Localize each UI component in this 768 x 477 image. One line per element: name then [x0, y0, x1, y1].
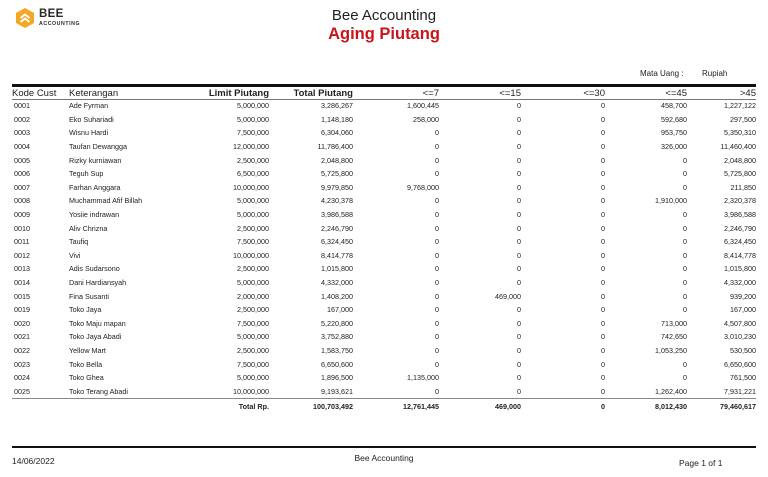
cell-keterangan: Toko Ghea — [69, 373, 104, 383]
cell-le7: 0 — [435, 142, 439, 152]
cell-le45: 0 — [683, 210, 687, 220]
cell-keterangan: Dani Hardiansyah — [69, 278, 127, 288]
cell-le30: 0 — [601, 128, 605, 138]
cell-limit-piutang: 5,000,000 — [237, 373, 269, 383]
cell-limit-piutang: 7,500,000 — [237, 237, 269, 247]
cell-le7: 0 — [435, 169, 439, 179]
cell-le30: 0 — [601, 278, 605, 288]
cell-le45: 326,000 — [661, 142, 687, 152]
cell-gt45: 6,650,600 — [724, 359, 756, 369]
cell-le45: 0 — [683, 373, 687, 383]
cell-total-piutang: 1,148,180 — [321, 114, 353, 124]
cell-le45: 0 — [683, 264, 687, 274]
cell-le45: 1,262,400 — [655, 386, 687, 396]
cell-keterangan: Toko Jaya — [69, 305, 102, 315]
cell-kode-cust: 0004 — [14, 142, 30, 152]
cell-limit-piutang: 5,000,000 — [237, 101, 269, 111]
cell-le7: 0 — [435, 386, 439, 396]
cell-le30: 0 — [601, 237, 605, 247]
cell-le7: 0 — [435, 196, 439, 206]
total-row — [12, 399, 756, 414]
cell-le30: 0 — [601, 114, 605, 124]
cell-kode-cust: 0003 — [14, 128, 30, 138]
cell-le15: 0 — [517, 237, 521, 247]
cell-le7: 0 — [435, 278, 439, 288]
col-kode-cust: Kode Cust — [12, 87, 57, 99]
currency-label: Mata Uang : — [640, 69, 684, 78]
col-keterangan: Keterangan — [69, 87, 119, 99]
col-le15: <=15 — [499, 87, 521, 99]
table-row — [12, 126, 756, 140]
company-name: Bee Accounting — [331, 7, 437, 24]
cell-limit-piutang: 10,000,000 — [233, 386, 269, 396]
cell-limit-piutang: 12,000,000 — [233, 142, 269, 152]
cell-gt45: 6,324,450 — [724, 237, 756, 247]
cell-total-piutang: 1,408,200 — [321, 291, 353, 301]
logo-wordmark: BEE — [39, 8, 64, 21]
cell-le30: 0 — [601, 305, 605, 315]
cell-gt45: 297,500 — [730, 114, 756, 124]
aging-table — [12, 87, 756, 413]
cell-kode-cust: 0011 — [14, 237, 30, 247]
table-row — [12, 344, 756, 358]
cell-total-piutang: 11,786,400 — [317, 142, 353, 152]
cell-gt45: 761,500 — [730, 373, 756, 383]
cell-total-piutang: 4,332,000 — [321, 278, 353, 288]
col-total-piutang: Total Piutang — [293, 87, 353, 99]
cell-gt45: 1,227,122 — [724, 101, 756, 111]
cell-total-piutang: 9,193,621 — [321, 386, 353, 396]
cell-le15: 0 — [517, 210, 521, 220]
cell-kode-cust: 0002 — [14, 114, 30, 124]
col-limit-piutang: Limit Piutang — [208, 87, 269, 99]
cell-le7: 0 — [435, 237, 439, 247]
cell-total-piutang: 2,246,790 — [321, 223, 353, 233]
cell-kode-cust: 0021 — [14, 332, 30, 342]
cell-total-piutang: 6,304,060 — [321, 128, 353, 138]
cell-total-piutang: 1,583,750 — [321, 345, 353, 355]
cell-limit-piutang: 7,500,000 — [237, 359, 269, 369]
cell-total-piutang: 2,048,800 — [321, 155, 353, 165]
cell-le15: 0 — [517, 305, 521, 315]
cell-keterangan: Toko Jaya Abadi — [69, 332, 122, 342]
cell-le15: 0 — [517, 359, 521, 369]
table-row — [12, 181, 756, 195]
report-title: Aging Piutang — [328, 25, 440, 43]
total-label: Total Rp. — [169, 399, 269, 414]
cell-keterangan: Taufiq — [69, 237, 89, 247]
cell-limit-piutang: 2,500,000 — [237, 305, 269, 315]
cell-keterangan: Toko Maju mapan — [69, 318, 126, 328]
cell-le7: 258,000 — [413, 114, 439, 124]
total-le45: 8,012,430 — [605, 399, 687, 414]
cell-keterangan: Toko Terang Abadi — [69, 386, 129, 396]
cell-le15: 0 — [517, 155, 521, 165]
cell-le30: 0 — [601, 386, 605, 396]
cell-limit-piutang: 7,500,000 — [237, 318, 269, 328]
table-row — [12, 208, 756, 222]
cell-gt45: 211,850 — [730, 182, 756, 192]
cell-le45: 0 — [683, 278, 687, 288]
cell-le7: 9,768,000 — [407, 182, 439, 192]
cell-le7: 0 — [435, 264, 439, 274]
cell-le45: 0 — [683, 291, 687, 301]
cell-kode-cust: 0020 — [14, 318, 30, 328]
cell-limit-piutang: 5,000,000 — [237, 114, 269, 124]
table-row — [12, 221, 756, 235]
table-row — [12, 167, 756, 181]
cell-le45: 592,680 — [661, 114, 687, 124]
cell-gt45: 4,507,800 — [724, 318, 756, 328]
cell-gt45: 7,931,221 — [724, 386, 756, 396]
cell-le45: 0 — [683, 223, 687, 233]
cell-le15: 0 — [517, 318, 521, 328]
cell-le15: 0 — [517, 223, 521, 233]
cell-le30: 0 — [601, 155, 605, 165]
cell-le15: 0 — [517, 250, 521, 260]
cell-keterangan: Yellow Mart — [69, 345, 106, 355]
col-le7: <=7 — [422, 87, 439, 99]
cell-le45: 0 — [683, 237, 687, 247]
cell-limit-piutang: 2,500,000 — [237, 155, 269, 165]
cell-le45: 953,750 — [661, 128, 687, 138]
cell-total-piutang: 4,230,378 — [321, 196, 353, 206]
cell-le7: 0 — [435, 332, 439, 342]
cell-le45: 0 — [683, 305, 687, 315]
cell-le45: 713,000 — [661, 318, 687, 328]
cell-le45: 458,700 — [661, 101, 687, 111]
cell-kode-cust: 0025 — [14, 386, 30, 396]
cell-limit-piutang: 5,000,000 — [237, 210, 269, 220]
cell-kode-cust: 0007 — [14, 182, 30, 192]
cell-le30: 0 — [601, 223, 605, 233]
cell-total-piutang: 3,986,588 — [321, 210, 353, 220]
total-le15: 469,000 — [439, 399, 521, 414]
cell-le30: 0 — [601, 318, 605, 328]
cell-total-piutang: 167,000 — [327, 305, 353, 315]
cell-le15: 0 — [517, 386, 521, 396]
cell-kode-cust: 0019 — [14, 305, 30, 315]
cell-total-piutang: 5,220,800 — [321, 318, 353, 328]
table-row — [12, 357, 756, 371]
table-row — [12, 303, 756, 317]
cell-keterangan: Vivi — [69, 250, 81, 260]
table-header-row — [12, 87, 756, 99]
cell-keterangan: Wisnu Hardi — [69, 128, 109, 138]
cell-le7: 0 — [435, 210, 439, 220]
cell-total-piutang: 9,979,850 — [321, 182, 353, 192]
cell-le7: 0 — [435, 291, 439, 301]
cell-kode-cust: 0012 — [14, 250, 30, 260]
cell-limit-piutang: 10,000,000 — [233, 250, 269, 260]
cell-le15: 0 — [517, 373, 521, 383]
total-le7: 12,761,445 — [353, 399, 439, 414]
table-row — [12, 317, 756, 331]
table-row — [12, 113, 756, 127]
cell-le45: 0 — [683, 250, 687, 260]
cell-le45: 1,910,000 — [655, 196, 687, 206]
cell-le15: 0 — [517, 278, 521, 288]
cell-le30: 0 — [601, 142, 605, 152]
table-row — [12, 330, 756, 344]
table-row — [12, 140, 756, 154]
cell-kode-cust: 0001 — [14, 101, 30, 111]
cell-limit-piutang: 7,500,000 — [237, 128, 269, 138]
cell-total-piutang: 6,650,600 — [321, 359, 353, 369]
cell-le15: 0 — [517, 114, 521, 124]
total-gt45: 79,460,617 — [687, 399, 756, 414]
cell-limit-piutang: 2,500,000 — [237, 345, 269, 355]
cell-gt45: 3,986,588 — [724, 210, 756, 220]
table-row — [12, 99, 756, 113]
cell-keterangan: Farhan Anggara — [69, 182, 121, 192]
cell-limit-piutang: 2,000,000 — [237, 291, 269, 301]
cell-keterangan: Fina Susanti — [69, 291, 109, 301]
cell-gt45: 530,500 — [730, 345, 756, 355]
cell-keterangan: Muchammad Afif Billah — [69, 196, 143, 206]
cell-le7: 1,600,445 — [407, 101, 439, 111]
cell-kode-cust: 0005 — [14, 155, 30, 165]
cell-kode-cust: 0013 — [14, 264, 30, 274]
cell-kode-cust: 0024 — [14, 373, 30, 383]
cell-le30: 0 — [601, 101, 605, 111]
cell-le30: 0 — [601, 169, 605, 179]
table-row — [12, 194, 756, 208]
cell-le7: 0 — [435, 250, 439, 260]
cell-limit-piutang: 6,500,000 — [237, 169, 269, 179]
cell-le15: 0 — [517, 332, 521, 342]
cell-le15: 0 — [517, 182, 521, 192]
cell-le7: 1,135,000 — [407, 373, 439, 383]
total-le30: 0 — [521, 399, 605, 414]
cell-le30: 0 — [601, 291, 605, 301]
cell-limit-piutang: 5,000,000 — [237, 278, 269, 288]
print-date: 14/06/2022 — [12, 456, 55, 466]
col-gt45: >45 — [739, 87, 756, 99]
cell-keterangan: Eko Suhariadi — [69, 114, 114, 124]
cell-le7: 0 — [435, 318, 439, 328]
cell-le45: 0 — [683, 155, 687, 165]
cell-limit-piutang: 2,500,000 — [237, 223, 269, 233]
cell-gt45: 5,350,310 — [724, 128, 756, 138]
cell-total-piutang: 8,414,778 — [321, 250, 353, 260]
cell-le15: 0 — [517, 101, 521, 111]
cell-keterangan: Toko Bella — [69, 359, 103, 369]
cell-le7: 0 — [435, 223, 439, 233]
total-piutang: 100,703,492 — [269, 399, 353, 414]
cell-le15: 0 — [517, 128, 521, 138]
currency-value: Rupiah — [702, 69, 728, 78]
cell-le15: 469,000 — [495, 291, 521, 301]
cell-keterangan: Adis Sudarsono — [69, 264, 120, 274]
cell-gt45: 11,460,400 — [720, 142, 756, 152]
cell-kode-cust: 0008 — [14, 196, 30, 206]
table-row — [12, 235, 756, 249]
cell-keterangan: Rizky kurniawan — [69, 155, 122, 165]
table-row — [12, 289, 756, 303]
cell-limit-piutang: 5,000,000 — [237, 332, 269, 342]
table-row — [12, 249, 756, 263]
cell-le30: 0 — [601, 359, 605, 369]
cell-kode-cust: 0023 — [14, 359, 30, 369]
footer-rule — [12, 446, 756, 448]
cell-le30: 0 — [601, 182, 605, 192]
cell-total-piutang: 1,015,800 — [321, 264, 353, 274]
cell-le45: 1,053,250 — [655, 345, 687, 355]
cell-total-piutang: 1,896,500 — [321, 373, 353, 383]
cell-le30: 0 — [601, 373, 605, 383]
cell-gt45: 8,414,778 — [724, 250, 756, 260]
cell-total-piutang: 3,752,880 — [321, 332, 353, 342]
cell-keterangan: Yosiie indrawan — [69, 210, 120, 220]
cell-le15: 0 — [517, 196, 521, 206]
cell-le7: 0 — [435, 345, 439, 355]
cell-keterangan: Ade Fyrman — [69, 101, 109, 111]
cell-le15: 0 — [517, 169, 521, 179]
col-le30: <=30 — [583, 87, 605, 99]
cell-keterangan: Taufan Dewangga — [69, 142, 127, 152]
cell-keterangan: Teguh Sup — [69, 169, 104, 179]
cell-le30: 0 — [601, 264, 605, 274]
cell-gt45: 167,000 — [730, 305, 756, 315]
cell-total-piutang: 3,286,267 — [321, 101, 353, 111]
cell-le15: 0 — [517, 264, 521, 274]
cell-le30: 0 — [601, 196, 605, 206]
page-number: Page 1 of 1 — [679, 458, 723, 468]
cell-kode-cust: 0015 — [14, 291, 30, 301]
cell-le45: 742,650 — [661, 332, 687, 342]
cell-kode-cust: 0009 — [14, 210, 30, 220]
cell-total-piutang: 6,324,450 — [321, 237, 353, 247]
cell-le45: 0 — [683, 169, 687, 179]
footer-company: Bee Accounting — [354, 453, 414, 463]
cell-gt45: 4,332,000 — [724, 278, 756, 288]
cell-kode-cust: 0014 — [14, 278, 30, 288]
cell-total-piutang: 5,725,800 — [321, 169, 353, 179]
table-row — [12, 384, 756, 398]
table-row — [12, 153, 756, 167]
cell-le7: 0 — [435, 128, 439, 138]
cell-le30: 0 — [601, 210, 605, 220]
col-le45: <=45 — [665, 87, 687, 99]
table-row — [12, 262, 756, 276]
cell-le30: 0 — [601, 250, 605, 260]
cell-le45: 0 — [683, 359, 687, 369]
cell-gt45: 2,048,800 — [724, 155, 756, 165]
cell-gt45: 5,725,800 — [724, 169, 756, 179]
cell-gt45: 2,320,378 — [724, 196, 756, 206]
cell-limit-piutang: 2,500,000 — [237, 264, 269, 274]
logo-subtitle: ACCOUNTING — [39, 20, 81, 27]
cell-le7: 0 — [435, 155, 439, 165]
cell-kode-cust: 0022 — [14, 345, 30, 355]
cell-limit-piutang: 10,000,000 — [233, 182, 269, 192]
cell-le15: 0 — [517, 345, 521, 355]
cell-le7: 0 — [435, 359, 439, 369]
cell-kode-cust: 0010 — [14, 223, 30, 233]
table-row — [12, 371, 756, 385]
table-row — [12, 276, 756, 290]
cell-le30: 0 — [601, 332, 605, 342]
cell-le15: 0 — [517, 142, 521, 152]
cell-gt45: 1,015,800 — [724, 264, 756, 274]
cell-keterangan: Aliv Chrizna — [69, 223, 108, 233]
cell-kode-cust: 0006 — [14, 169, 30, 179]
cell-le30: 0 — [601, 345, 605, 355]
cell-limit-piutang: 5,000,000 — [237, 196, 269, 206]
cell-gt45: 3,010,230 — [724, 332, 756, 342]
cell-gt45: 2,246,790 — [724, 223, 756, 233]
cell-le7: 0 — [435, 305, 439, 315]
cell-le45: 0 — [683, 182, 687, 192]
cell-gt45: 939,200 — [730, 291, 756, 301]
